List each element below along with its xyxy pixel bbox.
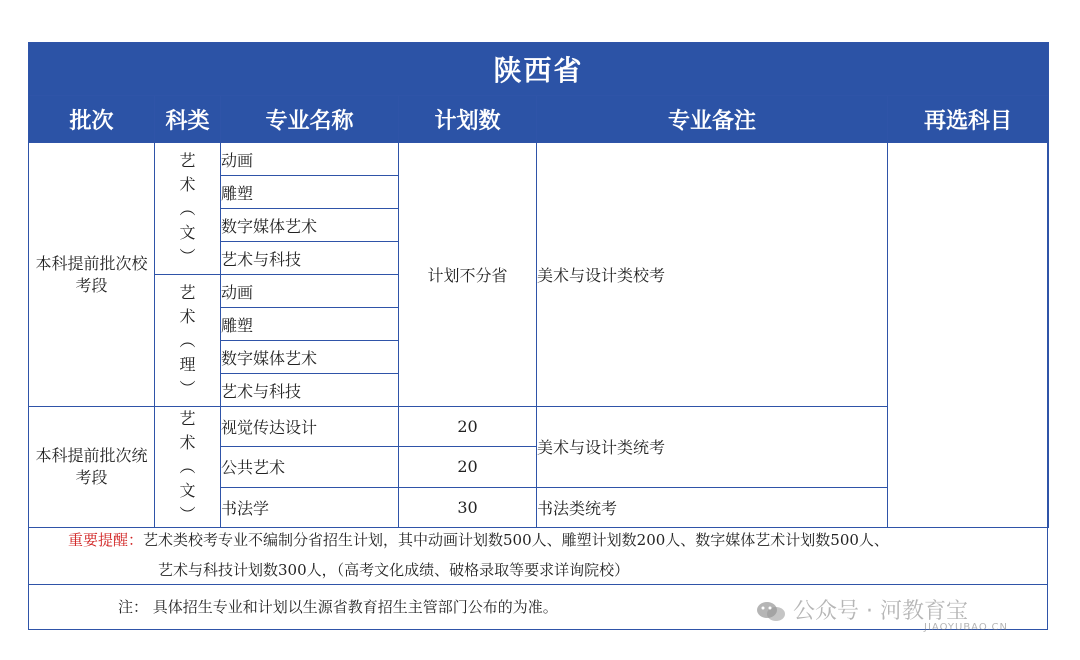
header-category: 科类 — [155, 96, 221, 143]
category-char: 文 — [179, 222, 196, 242]
plan-cell: 20 — [399, 447, 537, 487]
subjects-cell — [888, 143, 1049, 528]
major-cell: 动画 — [221, 143, 399, 176]
category-char: 术 — [179, 174, 196, 194]
category-char: ︶ — [179, 378, 196, 398]
category-char: ︵ — [179, 330, 196, 350]
batch-cell-school-exam: 本科提前批次校考段 — [29, 143, 155, 407]
header-batch: 批次 — [29, 96, 155, 143]
wechat-icon — [756, 601, 786, 623]
category-cell-arts-wen — [155, 143, 221, 275]
major-cell: 艺术与科技 — [221, 242, 399, 275]
table-title: 陕西省 — [29, 43, 1049, 96]
major-cell: 雕塑 — [221, 176, 399, 209]
category-char: 艺 — [179, 282, 196, 302]
plan-cell-school-exam: 计划不分省 — [399, 143, 537, 407]
category-char: 艺 — [179, 150, 196, 170]
footnote: 注： 具体招生专业和计划以生源省教育招生主管部门公布的为准。 — [118, 598, 558, 616]
category-char: 文 — [179, 481, 196, 500]
major-cell: 雕塑 — [221, 308, 399, 341]
category-char: 术 — [179, 433, 196, 452]
category-cell-arts-li — [155, 275, 221, 407]
category-char: 艺 — [179, 409, 196, 428]
remark-cell-unified: 美术与设计类统考 — [537, 407, 888, 488]
major-cell: 动画 — [221, 275, 399, 308]
category-char: 理 — [179, 354, 196, 374]
header-remark: 专业备注 — [537, 96, 888, 143]
remark-cell-calligraphy: 书法类统考 — [537, 487, 888, 527]
category-cell-arts-wen-2 — [155, 407, 221, 528]
reminder-text-line2: 艺术与科技计划数300人，（高考文化成绩、破格录取等要求详询院校） — [158, 561, 630, 579]
category-char: ︵ — [179, 198, 196, 218]
batch-cell-unified-exam: 本科提前批次统考段 — [29, 407, 155, 528]
category-char: ︶ — [179, 246, 196, 266]
major-cell: 公共艺术 — [221, 447, 399, 487]
major-cell: 数字媒体艺术 — [221, 209, 399, 242]
remark-cell-school-exam: 美术与设计类校考 — [537, 143, 888, 407]
plan-cell: 20 — [399, 407, 537, 447]
category-char: ︵ — [179, 457, 196, 476]
category-char: ︶ — [179, 505, 196, 524]
major-cell: 数字媒体艺术 — [221, 341, 399, 374]
watermark-sub: JIAOYUBAO.CN — [924, 622, 1008, 633]
category-char: 术 — [179, 306, 196, 326]
major-cell: 书法学 — [221, 487, 399, 527]
major-cell: 艺术与科技 — [221, 374, 399, 407]
admission-table — [28, 42, 1049, 528]
header-plan: 计划数 — [399, 96, 537, 143]
header-subjects: 再选科目 — [888, 96, 1049, 143]
watermark-text: 公众号 · 河教育宝 — [793, 599, 968, 624]
important-reminder — [28, 517, 1048, 585]
watermark — [756, 594, 1008, 633]
reminder-label: 重要提醒： — [68, 531, 144, 549]
major-cell: 视觉传达设计 — [221, 407, 399, 447]
plan-cell: 30 — [399, 487, 537, 527]
header-major: 专业名称 — [221, 96, 399, 143]
reminder-text-line1: 艺术类校考专业不编制分省招生计划，其中动画计划数500人、雕塑计划数200人、数字媒体艺术计划数500人、 — [143, 531, 889, 549]
